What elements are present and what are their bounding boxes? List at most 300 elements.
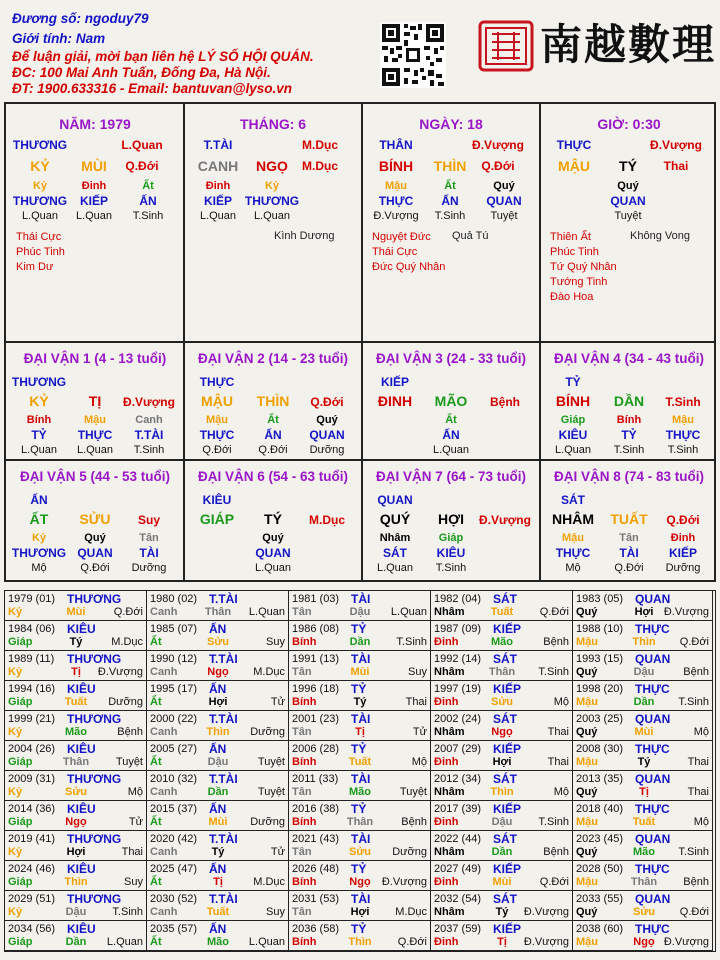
hidden-god: SÁT	[383, 546, 407, 560]
pillar-god: THƯƠNG	[12, 138, 68, 152]
annual-branch: Tuất	[206, 906, 230, 918]
dai-van-4[interactable]	[540, 343, 718, 461]
annual-cell[interactable]	[431, 621, 573, 651]
pillar-phase: Q.Đới	[481, 159, 515, 173]
annual-phase: Q.Đới	[679, 636, 709, 648]
annual-year: 1996 (18)	[292, 683, 340, 695]
dai-van-phase: T.Sinh	[665, 395, 701, 409]
annual-cell[interactable]	[431, 921, 573, 951]
dai-van-title: ĐẠI VẬN 1 (4 - 13 tuổi)	[23, 351, 167, 366]
annual-year: 2019 (41)	[8, 833, 56, 845]
annual-stem: Mậu	[576, 816, 598, 828]
pillar-stars	[16, 230, 65, 275]
annual-stem: Canh	[150, 906, 178, 918]
annual-stem: Giáp	[8, 936, 33, 948]
annual-year: 1989 (11)	[8, 653, 55, 665]
hidden-phase: T.Sinh	[133, 444, 165, 456]
annual-branch: Hợi	[634, 606, 654, 618]
annual-cell[interactable]	[147, 591, 289, 621]
annual-branch: Ngọ	[65, 816, 87, 828]
annual-phase: M.Dục	[395, 906, 427, 918]
annual-branch: Dần	[349, 636, 371, 648]
annual-branch: Ngọ	[633, 936, 655, 948]
dai-van-3[interactable]	[362, 343, 540, 461]
annual-phase: Bệnh	[683, 666, 709, 678]
pillar-stars	[372, 230, 445, 275]
annual-stem: Kỷ	[8, 666, 23, 678]
annual-branch: Thìn	[348, 936, 372, 948]
annual-cell[interactable]	[573, 771, 713, 801]
annual-cell[interactable]	[147, 801, 289, 831]
annual-year: 2014 (36)	[8, 803, 56, 815]
annual-cell[interactable]	[573, 621, 713, 651]
header	[0, 0, 720, 100]
annual-year: 2037 (59)	[434, 923, 482, 935]
annual-god: KIÊU	[67, 622, 96, 636]
gender-line	[12, 30, 105, 47]
annual-cell[interactable]	[431, 741, 573, 771]
annual-stem: Giáp	[8, 696, 33, 708]
annual-god: TỶ	[351, 862, 367, 876]
annual-god: TÀI	[351, 832, 371, 846]
annual-cell[interactable]	[289, 711, 431, 741]
annual-phase: T.Sinh	[538, 816, 569, 828]
annual-cell[interactable]	[573, 711, 713, 741]
annual-stem: Đinh	[434, 876, 459, 888]
annual-cell[interactable]	[147, 681, 289, 711]
hidden-phase: L.Quan	[432, 444, 470, 456]
annual-branch: Tuất	[632, 816, 656, 828]
annual-branch: Dậu	[633, 666, 655, 678]
annual-cell[interactable]	[147, 891, 289, 921]
annual-year: 2034 (56)	[8, 923, 56, 935]
star-item-secondary: Kình Dương	[274, 230, 335, 242]
annual-god: QUAN	[635, 712, 671, 726]
annual-cell[interactable]	[147, 831, 289, 861]
pillar-god-phase: Đ.Vượng	[472, 138, 524, 152]
star-item-secondary: Quả Tú	[452, 230, 489, 242]
annual-god: QUAN	[635, 772, 671, 786]
annual-cell[interactable]	[573, 921, 713, 951]
hidden-stem: Quý	[316, 414, 338, 426]
annual-branch: Hợi	[350, 906, 370, 918]
dai-van-branch: TUẤT	[610, 511, 648, 527]
annual-god: KIẾP	[493, 862, 522, 876]
annual-stem: Kỷ	[8, 846, 23, 858]
annual-branch: Thìn	[64, 876, 88, 888]
annual-stem: Giáp	[8, 756, 33, 768]
annual-god: T.TÀI	[209, 712, 238, 726]
annual-god: KIẾP	[493, 622, 522, 636]
annual-year: 2020 (42)	[150, 833, 198, 845]
annual-branch: Thân	[630, 876, 658, 888]
annual-god: KIÊU	[67, 922, 96, 936]
annual-branch: Thìn	[632, 636, 656, 648]
annual-cell[interactable]	[573, 891, 713, 921]
dai-van-god: KIẾP	[380, 375, 409, 389]
annual-phase: Thai	[405, 696, 427, 708]
annual-phase: Mộ	[411, 756, 427, 768]
owner-label: Đương số:	[12, 11, 81, 26]
dai-van-stem: QUÝ	[379, 511, 411, 527]
annual-cell[interactable]	[5, 891, 147, 921]
annual-stem: Mậu	[576, 696, 598, 708]
annual-cell[interactable]	[289, 741, 431, 771]
annual-stem: Canh	[150, 606, 178, 618]
annual-year: 2026 (48)	[292, 863, 340, 875]
annual-phase: T.Sinh	[678, 696, 709, 708]
annual-phase: Mộ	[693, 726, 709, 738]
annual-year: 1992 (14)	[434, 653, 482, 665]
annual-year: 2017 (39)	[434, 803, 482, 815]
hidden-god: KIẾP	[203, 194, 232, 208]
annual-cell[interactable]	[431, 711, 573, 741]
star-item: Đào Hoa	[550, 291, 594, 303]
hidden-god: KIÊU	[558, 428, 588, 442]
annual-god: TÀI	[351, 592, 371, 606]
pillar-stem: BÍNH	[378, 158, 414, 174]
annual-phase: L.Quan	[248, 936, 285, 948]
annual-cell[interactable]	[5, 801, 147, 831]
pillar-god-phase: M.Dục	[302, 138, 338, 152]
annual-god: ẤN	[209, 742, 227, 756]
annual-phase: Đ.Vượng	[97, 666, 143, 678]
pillar-stem: MẬU	[558, 158, 590, 174]
annual-stem: Quý	[576, 906, 598, 918]
annual-phase: Bệnh	[543, 846, 569, 858]
annual-phase: Thai	[687, 786, 709, 798]
annual-cell[interactable]	[5, 831, 147, 861]
pillar-phase: Thai	[663, 159, 689, 173]
pillar-god: THÂN	[379, 138, 413, 152]
hidden-god: KIÊU	[436, 546, 466, 560]
annual-cell[interactable]	[573, 801, 713, 831]
annual-branch: Mùi	[492, 876, 512, 888]
dai-van-stem: BÍNH	[555, 393, 591, 409]
dai-van-7[interactable]	[362, 461, 540, 579]
address-line: ĐC: 100 Mai Anh Tuấn, Đống Đa, Hà Nội.	[12, 65, 271, 80]
annual-cell[interactable]	[5, 681, 147, 711]
annual-year: 2038 (60)	[576, 923, 624, 935]
dai-van-1[interactable]	[6, 343, 184, 461]
hidden-stem: Nhâm	[379, 532, 411, 544]
dai-van-god: KIÊU	[202, 493, 232, 507]
annual-cell[interactable]	[5, 621, 147, 651]
annual-branch: Dần	[65, 936, 87, 948]
annual-cell[interactable]	[573, 741, 713, 771]
annual-branch: Thân	[488, 666, 516, 678]
annual-stem: Bính	[292, 876, 317, 888]
pillar-3	[362, 104, 540, 342]
annual-god: SÁT	[493, 772, 517, 786]
annual-phase: Dưỡng	[392, 846, 427, 858]
annual-cell[interactable]	[431, 591, 573, 621]
annual-year: 1985 (07)	[150, 623, 198, 635]
dai-van-branch: THÌN	[256, 393, 290, 409]
annual-year: 1988 (10)	[576, 623, 624, 635]
annual-god: TỶ	[351, 742, 367, 756]
hidden-stem: Đinh	[205, 180, 231, 192]
annual-stem: Giáp	[8, 636, 33, 648]
annual-cell[interactable]	[147, 921, 289, 951]
annual-cell[interactable]	[5, 771, 147, 801]
phone-line[interactable]: ĐT: 1900.633316 - Email: bantuvan@lyso.vn	[12, 81, 293, 96]
annual-stem: Kỷ	[8, 906, 23, 918]
annual-cell[interactable]	[289, 861, 431, 891]
annual-god: ẤN	[209, 802, 227, 816]
dai-van-title: ĐẠI VẬN 3 (24 - 33 tuổi)	[375, 351, 527, 366]
annual-branch: Mão	[65, 726, 87, 738]
annual-branch: Tý	[69, 636, 83, 648]
annual-phase: Tuyệt	[257, 756, 285, 768]
annual-year: 1986 (08)	[292, 623, 340, 635]
annual-god: SÁT	[493, 652, 517, 666]
annual-god: QUAN	[635, 892, 671, 906]
hidden-god: QUAN	[255, 546, 291, 560]
annual-cell[interactable]	[289, 921, 431, 951]
annual-cell[interactable]	[289, 591, 431, 621]
annual-branch: Dần	[207, 786, 229, 798]
annual-stem: Nhâm	[434, 606, 465, 618]
annual-stem: Đinh	[434, 816, 459, 828]
hidden-god: THƯƠNG	[244, 194, 300, 208]
annual-year: 1998 (20)	[576, 683, 624, 695]
annual-branch: Mão	[491, 636, 513, 648]
annual-stem: Bính	[292, 936, 317, 948]
annual-year: 2025 (47)	[150, 863, 198, 875]
annual-branch: Tuất	[64, 696, 88, 708]
annual-cell[interactable]	[573, 681, 713, 711]
qr-code-icon[interactable]	[380, 22, 446, 88]
pillar-title: NĂM: 1979	[59, 116, 131, 132]
annual-cell[interactable]	[147, 771, 289, 801]
dai-van-5[interactable]	[6, 461, 184, 579]
annual-stem: Quý	[576, 786, 598, 798]
dai-van-8[interactable]	[540, 461, 718, 579]
annual-phase: Q.Đới	[539, 606, 569, 618]
dai-van-god: QUAN	[377, 493, 413, 507]
pillar-4	[540, 104, 718, 342]
annual-phase: Thai	[547, 756, 569, 768]
annual-cell[interactable]	[5, 711, 147, 741]
annual-phase: Tử	[412, 726, 427, 738]
annual-phase: Bệnh	[401, 816, 427, 828]
annual-cell[interactable]	[573, 861, 713, 891]
annual-branch: Tị	[497, 936, 507, 948]
annual-god: KIÊU	[67, 862, 96, 876]
annual-branch: Dần	[633, 696, 655, 708]
hidden-stem: Bính	[26, 414, 52, 426]
annual-phase: M.Dục	[253, 666, 285, 678]
star-item: Phúc Tinh	[550, 246, 599, 258]
annual-cell[interactable]	[431, 651, 573, 681]
annual-branch: Thân	[204, 606, 232, 618]
annual-stem: Tân	[292, 606, 312, 618]
hidden-phase: L.Quan	[199, 210, 237, 222]
pillar-title: THÁNG: 6	[239, 116, 307, 132]
annual-cell[interactable]	[431, 681, 573, 711]
annual-branch: Tý	[637, 756, 651, 768]
pillar-stem: CANH	[197, 158, 239, 174]
annual-cell[interactable]	[5, 741, 147, 771]
hidden-stem: Canh	[135, 414, 163, 426]
annual-cell[interactable]	[5, 591, 147, 621]
annual-year: 2015 (37)	[150, 803, 198, 815]
annual-stem: Nhâm	[434, 846, 465, 858]
annual-year: 2008 (30)	[576, 743, 624, 755]
annual-phase: Suy	[408, 666, 427, 678]
gender-value: Nam	[75, 31, 106, 46]
annual-year: 2028 (50)	[576, 863, 624, 875]
pillar-branch: TÝ	[619, 158, 637, 174]
annual-stem: Tân	[292, 846, 312, 858]
hidden-god: TỶ	[621, 428, 637, 442]
annual-god: TỶ	[351, 622, 367, 636]
annual-cell[interactable]	[147, 711, 289, 741]
hidden-stem: Đinh	[670, 532, 696, 544]
annual-cell[interactable]	[289, 831, 431, 861]
annual-cell[interactable]	[431, 891, 573, 921]
hidden-phase: Đ.Vượng	[373, 210, 419, 222]
hidden-phase: Tuyệt	[614, 210, 642, 222]
dai-van-stem: ĐINH	[377, 393, 413, 409]
annual-phase: Đ.Vượng	[381, 876, 427, 888]
annual-cell[interactable]	[5, 921, 147, 951]
annual-god: THƯƠNG	[67, 832, 122, 846]
hidden-stem: Đinh	[81, 180, 107, 192]
hidden-phase: Q.Đới	[80, 562, 110, 574]
annual-cell[interactable]	[573, 591, 713, 621]
annual-branch: Dậu	[491, 816, 513, 828]
annual-stem: Canh	[150, 666, 178, 678]
annual-year: 2006 (28)	[292, 743, 340, 755]
annual-branch: Thân	[346, 816, 374, 828]
annual-god: ẤN	[209, 922, 227, 936]
annual-phase: Tuyệt	[399, 786, 427, 798]
hidden-god: KIẾP	[668, 546, 697, 560]
annual-cell[interactable]	[289, 681, 431, 711]
star-item: Thiên Ất	[550, 231, 591, 243]
pillar-phase: M.Dục	[302, 159, 338, 173]
dai-van-phase: Q.Đới	[310, 395, 344, 409]
annual-cell[interactable]	[573, 651, 713, 681]
annual-stem: Kỷ	[8, 726, 23, 738]
annual-god: SÁT	[493, 892, 517, 906]
hidden-stem: Quý	[617, 180, 639, 192]
annual-branch: Mùi	[66, 606, 86, 618]
annual-year: 2021 (43)	[292, 833, 340, 845]
annual-year: 2032 (54)	[434, 893, 482, 905]
hidden-god: QUAN	[610, 194, 646, 208]
annual-cell[interactable]	[147, 621, 289, 651]
annual-cell[interactable]	[147, 651, 289, 681]
annual-god: KIẾP	[493, 742, 522, 756]
annual-god: KIÊU	[67, 682, 96, 696]
annual-cell[interactable]	[147, 741, 289, 771]
annual-cell[interactable]	[431, 861, 573, 891]
hidden-stem: Kỷ	[32, 180, 48, 192]
hidden-god: TÀI	[619, 546, 639, 560]
annual-branch: Dậu	[349, 606, 371, 618]
annual-cell[interactable]	[5, 861, 147, 891]
annual-cell[interactable]	[147, 861, 289, 891]
annual-stem: Đinh	[434, 696, 459, 708]
annual-cell[interactable]	[289, 801, 431, 831]
annual-god: QUAN	[635, 832, 671, 846]
annual-god: THƯƠNG	[67, 652, 122, 666]
star-item: Tứ Quý Nhân	[550, 261, 617, 273]
annual-phase: L.Quan	[390, 606, 427, 618]
annual-stem: Ất	[150, 876, 162, 888]
hidden-god: ẤN	[442, 428, 460, 442]
annual-cell[interactable]	[5, 651, 147, 681]
dai-van-branch: HỢI	[438, 511, 464, 527]
annual-cell[interactable]	[289, 651, 431, 681]
annual-cell[interactable]	[431, 831, 573, 861]
annual-year: 2002 (24)	[434, 713, 482, 725]
annual-phase: Tử	[270, 846, 285, 858]
annual-cell[interactable]	[289, 771, 431, 801]
hidden-god: QUAN	[486, 194, 522, 208]
annual-branch: Mùi	[208, 816, 228, 828]
hidden-stem: Mậu	[562, 532, 584, 544]
annual-stem: Quý	[576, 726, 598, 738]
dai-van-phase: Suy	[137, 513, 160, 527]
dai-van-6[interactable]	[184, 461, 362, 579]
annual-year: 2011 (33)	[292, 773, 339, 785]
hidden-god: QUAN	[309, 428, 345, 442]
annual-stem: Canh	[150, 846, 178, 858]
annual-branch: Sửu	[348, 846, 372, 858]
annual-branch: Hợi	[208, 696, 228, 708]
annual-phase: Suy	[266, 636, 285, 648]
dai-van-stem: GIÁP	[199, 511, 235, 527]
annual-cell[interactable]	[289, 621, 431, 651]
annual-phase: Suy	[124, 876, 143, 888]
annual-branch: Hợi	[492, 756, 512, 768]
hidden-phase: L.Quan	[253, 210, 291, 222]
annual-cell[interactable]	[573, 831, 713, 861]
annual-god: SÁT	[493, 592, 517, 606]
annual-god: THƯƠNG	[67, 712, 122, 726]
star-item: Kim Dư	[16, 261, 54, 273]
dai-van-stem: ẤT	[29, 511, 49, 527]
annual-stem: Nhâm	[434, 666, 465, 678]
annual-branch: Ngọ	[491, 726, 513, 738]
annual-year: 2030 (52)	[150, 893, 198, 905]
annual-phase: Suy	[266, 906, 285, 918]
annual-god: THỰC	[635, 922, 670, 936]
annual-cell[interactable]	[431, 771, 573, 801]
annual-cell[interactable]	[289, 891, 431, 921]
annual-phase: Đ.Vượng	[663, 606, 709, 618]
annual-phase: Bệnh	[543, 636, 569, 648]
hidden-phase: T.Sinh	[435, 562, 467, 574]
annual-year: 2031 (53)	[292, 893, 340, 905]
annual-branch: Sửu	[206, 636, 230, 648]
hidden-stem: Kỷ	[264, 180, 280, 192]
annual-branch: Dậu	[207, 756, 229, 768]
annual-god: TÀI	[351, 772, 371, 786]
annual-stem: Tân	[292, 906, 312, 918]
annual-god: TÀI	[351, 892, 371, 906]
dai-van-2[interactable]	[184, 343, 362, 461]
annual-cell[interactable]	[431, 801, 573, 831]
annual-branch: Tý	[495, 906, 509, 918]
dai-van-branch: DẦN	[613, 393, 645, 409]
dai-van-branch: TÝ	[264, 511, 282, 527]
annual-branch: Sửu	[64, 786, 88, 798]
